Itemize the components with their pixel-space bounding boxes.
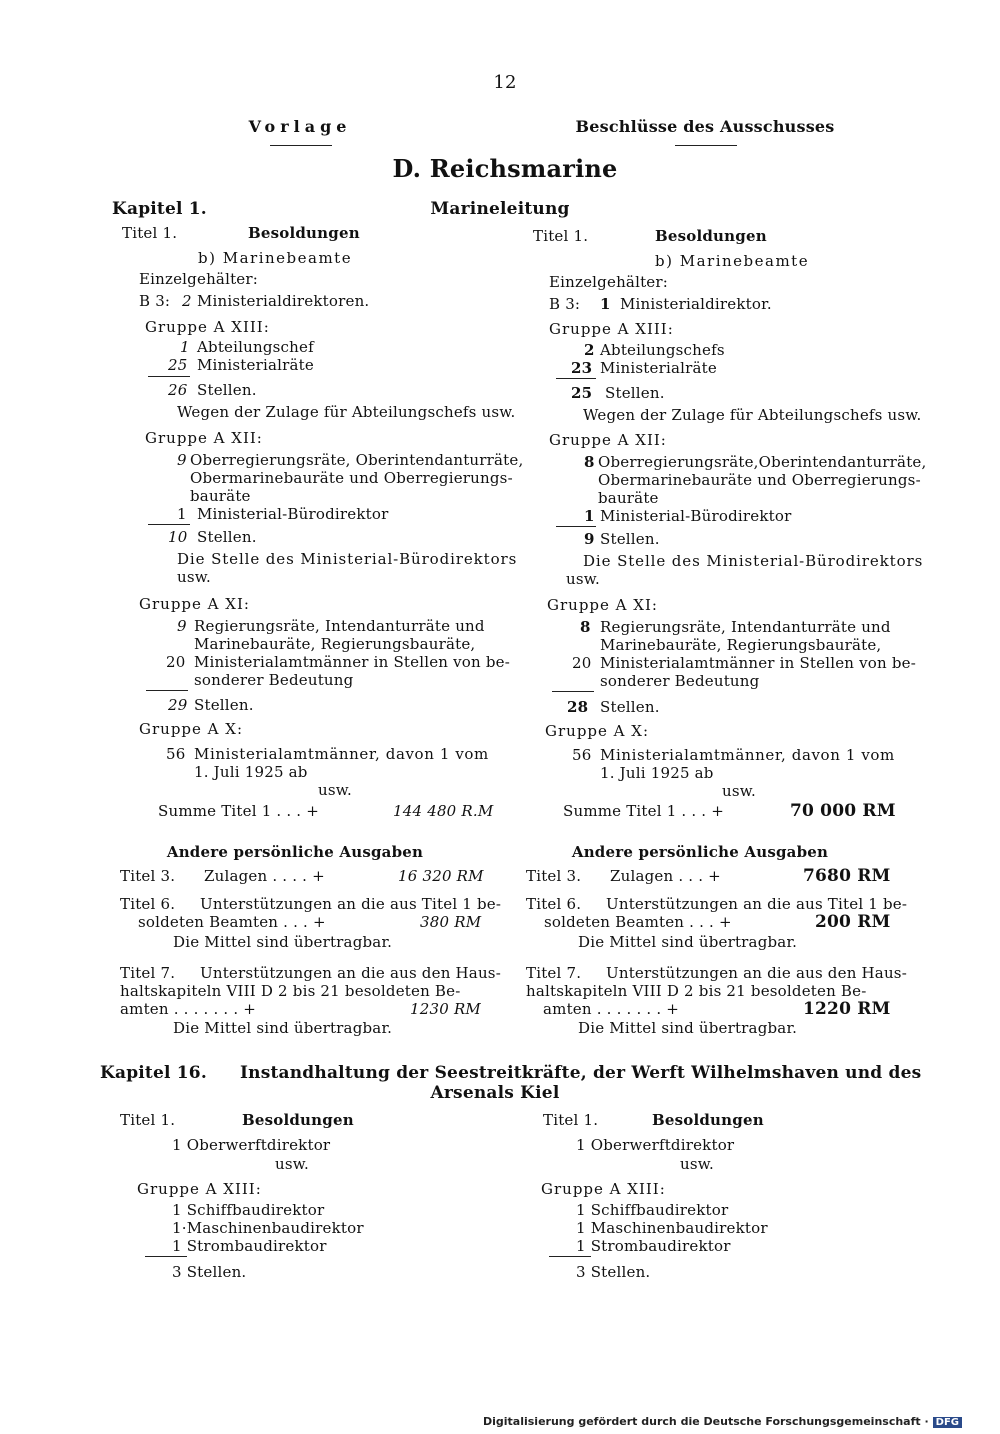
right-a12-row2-count: 1 (584, 507, 595, 525)
left-a13-note: Wegen der Zulage für Abteilungschefs usw. (177, 403, 516, 421)
k16-right-besoldungen: Besoldungen (652, 1111, 764, 1129)
left-a11-row2-line2: sonderer Bedeutung (194, 671, 354, 689)
right-a13-row2-count: 23 (571, 359, 593, 377)
left-a12-sum-count: 10 (168, 528, 188, 546)
left-titel-6-label: Titel 6. (120, 895, 176, 913)
section-title: D. Reichsmarine (392, 154, 618, 183)
right-a11-row1-count: 8 (580, 618, 591, 636)
right-a11-row2-line2: sonderer Bedeutung (600, 672, 760, 690)
k16-right-sum-rule (549, 1256, 591, 1257)
footer-text: Digitalisierung gefördert durch die Deutsche Forschungsgemeinschaft · (482, 1415, 929, 1428)
right-a13-note: Wegen der Zulage für Abteilungschefs usw. (583, 406, 922, 424)
left-a12-row2-count: 1 (177, 505, 187, 523)
left-a13-row2-text: Ministerialräte (197, 356, 314, 374)
k16-left-besoldungen: Besoldungen (242, 1111, 354, 1129)
k16-right-row3: 1 Strombaudirektor (576, 1237, 731, 1255)
right-a12-sum-rule (556, 526, 596, 527)
left-b3-count: 2 (182, 292, 192, 310)
left-marinebeamte: b) Marinebeamte (198, 249, 353, 267)
header-left: Vorlage (248, 117, 352, 136)
right-besoldungen: Besoldungen (655, 227, 767, 245)
right-titel-3-text: Zulagen . . . + (610, 867, 721, 885)
left-titel-6-note: Die Mittel sind übertragbar. (173, 933, 393, 951)
right-a11-sum-rule (552, 691, 594, 692)
right-a13-row1-count: 2 (584, 341, 595, 359)
digitization-footer (483, 1415, 962, 1428)
right-a13-sum-rule (556, 378, 596, 379)
right-a12-row1-line3: bauräte (598, 489, 659, 507)
right-andere-heading: Andere persönliche Ausgaben (571, 843, 829, 861)
left-a10-line3: usw. (318, 781, 352, 799)
kapitel-16-label: Kapitel 16. (100, 1063, 207, 1083)
right-titel-6-note: Die Mittel sind übertragbar. (578, 933, 798, 951)
left-a11-row2-line1: Ministerialamtmänner in Stellen von be- (194, 653, 511, 671)
right-titel-7-label: Titel 7. (526, 964, 582, 982)
right-marinebeamte: b) Marinebeamte (655, 252, 810, 270)
right-einzelgehaelter: Einzelgehälter: (549, 273, 668, 291)
right-titel-3-label: Titel 3. (526, 867, 582, 885)
left-a13-row1-text: Abteilungschef (197, 338, 314, 356)
left-titel-3-label: Titel 3. (120, 867, 176, 885)
left-titel-6-value: 380 RM (420, 913, 482, 931)
right-a12-row1-line1: Oberregierungsräte,Oberintendanturräte, (598, 453, 927, 471)
left-summe-value: 144 480 R.M (393, 802, 494, 820)
right-titel-6-label: Titel 6. (526, 895, 582, 913)
k16-left-a13-heading: Gruppe A XIII: (137, 1180, 262, 1198)
right-titel-6-value: 200 RM (815, 912, 891, 932)
right-titel-6-line1: Unterstützungen an die aus Titel 1 be- (606, 895, 908, 913)
left-a11-heading: Gruppe A XI: (139, 595, 250, 613)
header-right: Beschlüsse des Ausschusses (575, 117, 835, 136)
right-titel-7-value: 1220 RM (803, 999, 891, 1019)
left-andere-heading: Andere persönliche Ausgaben (166, 843, 424, 861)
left-a11-row2-count: 20 (166, 653, 186, 671)
left-a10-line2: 1. Juli 1925 ab (194, 763, 308, 781)
right-b3-count: 1 (600, 295, 611, 313)
left-a12-row1-line2: Obermarinebauräte und Oberregierungs- (190, 469, 513, 487)
left-a12-row1-line1: Oberregierungsräte, Oberintendanturräte, (190, 451, 524, 469)
right-a11-sum-text: Stellen. (600, 698, 660, 716)
k16-left-sum-rule (145, 1256, 187, 1257)
k16-right-row1: 1 Schiffbaudirektor (576, 1201, 729, 1219)
left-titel-6-line2: soldeten Beamten . . . + (138, 913, 326, 931)
left-a10-heading: Gruppe A X: (139, 720, 243, 738)
right-a11-row1-line2: Marinebauräte, Regierungsbauräte, (600, 636, 882, 654)
k16-left-usw: usw. (275, 1155, 309, 1173)
left-titel-7-value: 1230 RM (410, 1000, 481, 1018)
left-a11-row1-line1: Regierungsräte, Intendanturräte und (194, 617, 485, 635)
left-a11-row1-line2: Marinebauräte, Regierungsbauräte, (194, 635, 476, 653)
right-a11-row2-line1: Ministerialamtmänner in Stellen von be- (600, 654, 917, 672)
right-a10-line3: usw. (722, 782, 756, 800)
k16-right-a13-heading: Gruppe A XIII: (541, 1180, 666, 1198)
left-a11-row1-count: 9 (177, 617, 187, 635)
right-a11-sum-count: 28 (567, 698, 589, 716)
right-titel-7-note: Die Mittel sind übertragbar. (578, 1019, 798, 1037)
k16-left-titel-1: Titel 1. (120, 1111, 176, 1129)
left-b3-label: B 3: (139, 292, 171, 310)
right-a10-line2: 1. Juli 1925 ab (600, 764, 714, 782)
left-titel-7-note: Die Mittel sind übertragbar. (173, 1019, 393, 1037)
right-a12-row1-line2: Obermarinebauräte und Oberregierungs- (598, 471, 921, 489)
right-a12-row2-text: Ministerial-Bürodirektor (600, 507, 792, 525)
dfg-logo: DFG (933, 1417, 962, 1428)
right-b3-label: B 3: (549, 295, 581, 313)
left-a11-sum-text: Stellen. (194, 696, 254, 714)
left-titel-3-text: Zulagen . . . . + (204, 867, 325, 885)
left-a12-sum-text: Stellen. (197, 528, 257, 546)
left-a10-count: 56 (166, 745, 186, 763)
right-titel-7-line1: Unterstützungen an die aus den Haus- (606, 964, 907, 982)
right-a12-row1-count: 8 (584, 453, 595, 471)
left-titel-7-line3: amten . . . . . . . + (120, 1000, 257, 1018)
right-summe-value: 70 000 RM (790, 801, 896, 821)
left-titel-7-line2: haltskapiteln VIII D 2 bis 21 besoldeten Be- (120, 982, 461, 1000)
left-titel-3-value: 16 320 RM (398, 867, 484, 885)
left-a12-heading: Gruppe A XII: (145, 429, 263, 447)
kapitel-1-subtitle: Marineleitung (430, 199, 570, 219)
right-a12-sum-count: 9 (584, 530, 595, 548)
k16-left-row3: 1 Strombaudirektor (172, 1237, 327, 1255)
header-right-rule (675, 145, 737, 146)
left-a10-line1: Ministerialamtmänner, davon 1 vom (194, 745, 489, 763)
right-a13-row2-text: Ministerialräte (600, 359, 717, 377)
left-b3-text: Ministerialdirektoren. (197, 292, 370, 310)
left-a12-note-line1: Die Stelle des Ministerial-Bürodirektors (177, 550, 518, 568)
kapitel-16-title-line1: Instandhaltung der Seestreitkräfte, der Werft Wilhelmshaven und des (240, 1063, 922, 1083)
left-a11-sum-rule (146, 690, 188, 691)
right-a13-sum-text: Stellen. (605, 384, 665, 402)
k16-right-oberwerftdirektor: 1 Oberwerftdirektor (576, 1136, 735, 1154)
left-besoldungen: Besoldungen (248, 224, 360, 242)
kapitel-16-title-line2: Arsenals Kiel (430, 1083, 560, 1103)
left-a13-heading: Gruppe A XIII: (145, 318, 270, 336)
left-einzelgehaelter: Einzelgehälter: (139, 270, 258, 288)
left-a11-sum-count: 29 (168, 696, 188, 714)
left-a13-row1-count: 1 (180, 338, 190, 356)
k16-left-sum: 3 Stellen. (172, 1263, 247, 1281)
left-titel-7-label: Titel 7. (120, 964, 176, 982)
right-titel-7-line3: amten . . . . . . . + (543, 1000, 680, 1018)
right-titel-7-line2: haltskapiteln VIII D 2 bis 21 besoldeten Be- (526, 982, 867, 1000)
left-a12-row2-text: Ministerial-Bürodirektor (197, 505, 389, 523)
left-a12-sum-rule (148, 524, 190, 525)
header-left-rule (270, 145, 332, 146)
k16-left-row2: 1·Maschinenbaudirektor (172, 1219, 364, 1237)
right-titel-3-value: 7680 RM (803, 866, 891, 886)
k16-left-row1: 1 Schiffbaudirektor (172, 1201, 325, 1219)
right-a11-row2-count: 20 (572, 654, 592, 672)
right-a10-heading: Gruppe A X: (545, 722, 649, 740)
right-a10-line1: Ministerialamtmänner, davon 1 vom (600, 746, 895, 764)
right-titel-6-line2: soldeten Beamten . . . + (544, 913, 732, 931)
left-summe-label: Summe Titel 1 . . . + (158, 802, 319, 820)
left-a12-note-line2: usw. (177, 568, 211, 586)
left-a13-sum-count: 26 (168, 381, 188, 399)
left-a12-row1-count: 9 (177, 451, 187, 469)
left-titel-6-line1: Unterstützungen an die aus Titel 1 be- (200, 895, 502, 913)
right-titel-1: Titel 1. (533, 227, 589, 245)
right-a13-row1-text: Abteilungschefs (600, 341, 725, 359)
right-a12-note-line2: usw. (566, 570, 600, 588)
k16-left-oberwerftdirektor: 1 Oberwerftdirektor (172, 1136, 331, 1154)
k16-right-sum: 3 Stellen. (576, 1263, 651, 1281)
left-a12-row1-line3: bauräte (190, 487, 251, 505)
right-a13-heading: Gruppe A XIII: (549, 320, 674, 338)
left-a13-sum-rule (148, 376, 190, 377)
k16-right-row2: 1 Maschinenbaudirektor (576, 1219, 768, 1237)
right-a11-row1-line1: Regierungsräte, Intendanturräte und (600, 618, 891, 636)
page-number: 12 (493, 72, 517, 93)
left-titel-7-line1: Unterstützungen an die aus den Haus- (200, 964, 501, 982)
left-titel-1: Titel 1. (122, 224, 178, 242)
right-a12-heading: Gruppe A XII: (549, 431, 667, 449)
right-a10-count: 56 (572, 746, 592, 764)
k16-right-titel-1: Titel 1. (543, 1111, 599, 1129)
right-a11-heading: Gruppe A XI: (547, 596, 658, 614)
right-a12-sum-text: Stellen. (600, 530, 660, 548)
left-a13-row2-count: 25 (168, 356, 188, 374)
k16-right-usw: usw. (680, 1155, 714, 1173)
kapitel-1-label: Kapitel 1. (112, 199, 207, 219)
right-summe-label: Summe Titel 1 . . . + (563, 802, 724, 820)
right-a13-sum-count: 25 (571, 384, 593, 402)
right-a12-note-line1: Die Stelle des Ministerial-Bürodirektors (583, 552, 924, 570)
right-b3-text: Ministerialdirektor. (620, 295, 772, 313)
left-a13-sum-text: Stellen. (197, 381, 257, 399)
